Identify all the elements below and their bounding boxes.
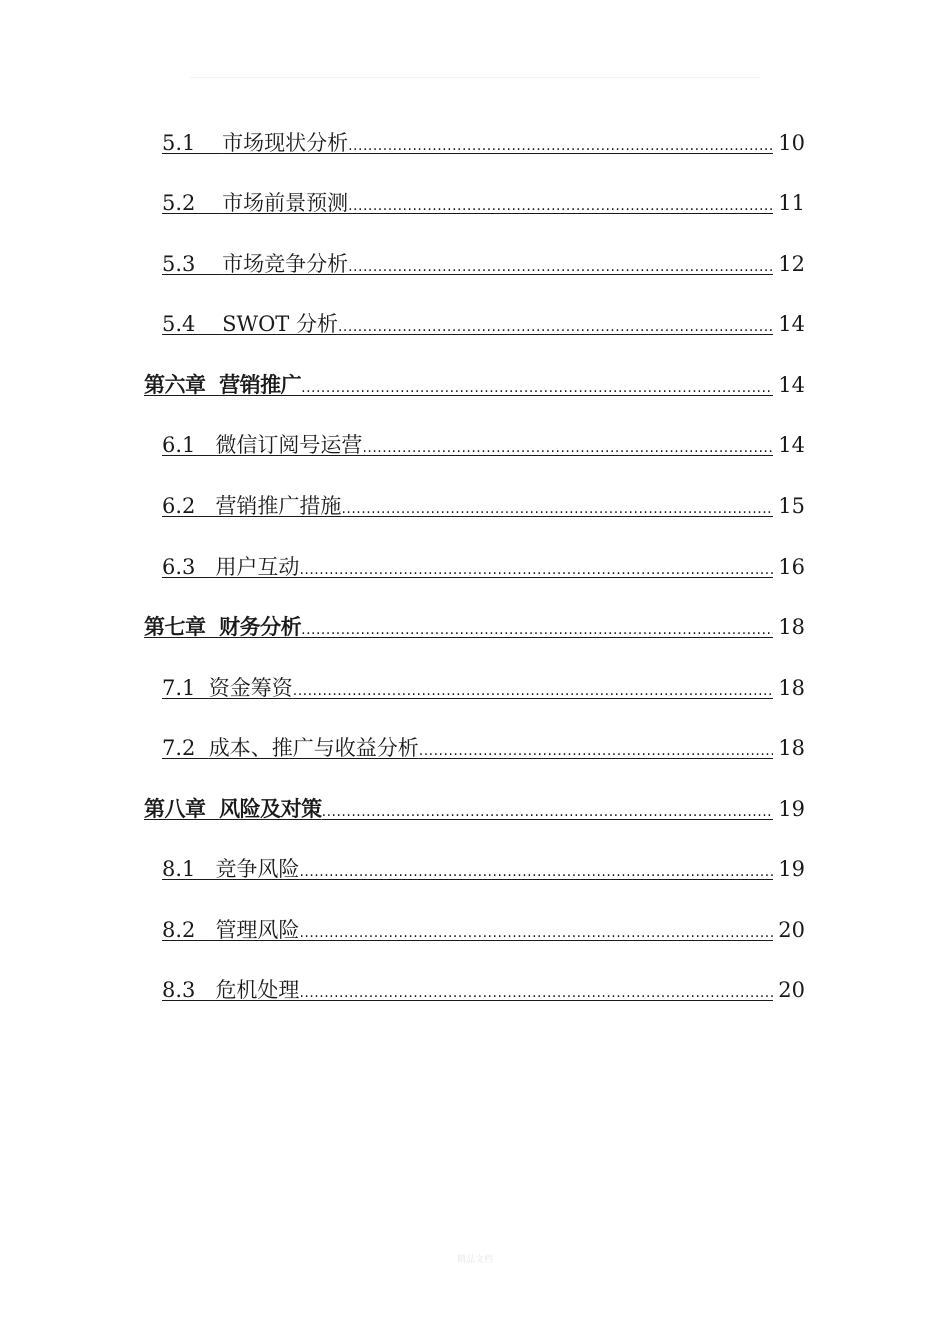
toc-section-number: 6.2 [162,494,216,518]
toc-entry-8-2[interactable] [162,912,805,944]
toc-section-title: 管理风险 [215,918,300,942]
toc-link[interactable] [162,855,773,883]
toc-section-title: 竞争风险 [215,857,300,881]
toc-chapter-title: 财务分析 [219,615,302,639]
toc-dot-leader [348,135,773,157]
toc-entry-5-1[interactable] [162,125,805,157]
toc-dot-leader [419,740,773,762]
toc-section-title: SWOT 分析 [222,312,338,336]
toc-section-number: 5.3 [162,252,223,276]
toc-chapter-number: 第六章 [144,373,220,397]
toc-dot-leader [299,982,773,1004]
toc-page-number: 20 [778,978,805,1002]
toc-entry-7-2[interactable] [162,730,805,762]
toc-link[interactable] [162,553,773,581]
toc-dot-leader [362,437,773,459]
toc-entry-6-1[interactable] [162,427,805,459]
toc-dot-leader [341,498,773,520]
toc-section-number: 8.1 [162,857,216,881]
toc-entry-8-3[interactable] [162,972,805,1004]
toc-page-number: 20 [778,918,805,942]
toc-link[interactable] [162,734,773,762]
toc-section-title: 市场现状分析 [222,131,349,155]
toc-dot-leader [301,377,773,399]
toc-link[interactable] [162,250,773,278]
toc-page-number: 15 [778,494,805,518]
toc-link[interactable] [162,492,773,520]
toc-link[interactable] [162,976,773,1004]
toc-page-number: 19 [778,857,805,881]
toc-section-number: 8.2 [162,918,216,942]
toc-section-title: 营销推广措施 [215,494,342,518]
toc-section-title: 危机处理 [215,978,300,1002]
toc-dot-leader [322,801,773,823]
toc-page-number: 18 [778,676,805,700]
toc-section-number: 6.3 [162,555,216,579]
toc-section-number: 7.2 [162,736,209,760]
toc-chapter-number: 第七章 [144,615,220,639]
toc-page-number: 14 [778,312,805,336]
toc-page-number: 19 [778,797,805,821]
toc-entry-5-3[interactable] [162,246,805,278]
toc-entry-5-4[interactable] [162,306,805,338]
toc-dot-leader [299,559,773,581]
toc-section-number: 5.2 [162,191,223,215]
toc-dot-leader [299,922,773,944]
toc-entry-6-3[interactable] [162,549,805,581]
toc-entry-5-2[interactable] [162,185,805,217]
toc-chapter-number: 第八章 [144,797,220,821]
toc-dot-leader [299,861,773,883]
toc-dot-leader [293,680,773,702]
toc-link[interactable] [144,613,773,641]
toc-dot-leader [348,195,773,217]
toc-dot-leader [301,619,773,641]
toc-link[interactable] [162,189,773,217]
toc-section-title: 用户互动 [215,555,300,579]
toc-dot-leader [348,256,773,278]
toc-page-number: 18 [778,615,805,639]
toc-entry-chapter-7[interactable] [144,609,805,641]
toc-section-number: 5.4 [162,312,223,336]
toc-section-title: 市场竞争分析 [222,252,349,276]
toc-dot-leader [338,316,773,338]
toc-chapter-title: 营销推广 [219,373,302,397]
footer-watermark: 精品文档 [456,1255,493,1265]
toc-page-number: 16 [778,555,805,579]
toc-entry-6-2[interactable] [162,488,805,520]
toc-section-title: 资金筹资 [208,676,293,700]
toc-entry-7-1[interactable] [162,670,805,702]
toc-link[interactable] [162,310,773,338]
toc-page-number: 14 [778,433,805,457]
toc-link[interactable] [144,371,773,399]
toc-page-number: 14 [778,373,805,397]
toc-link[interactable] [162,431,773,459]
toc-section-title: 微信订阅号运营 [215,433,363,457]
toc-section-title: 成本、推广与收益分析 [208,736,419,760]
toc-link[interactable] [162,129,773,157]
toc-entry-chapter-6[interactable] [144,367,805,399]
toc-link[interactable] [162,674,773,702]
toc-entry-chapter-8[interactable] [144,791,805,823]
toc-page-number: 11 [778,191,805,215]
toc-section-number: 7.1 [162,676,209,700]
toc-chapter-title: 风险及对策 [219,797,322,821]
toc-page-number: 12 [778,252,805,276]
toc-section-number: 8.3 [162,978,216,1002]
toc-page-number: 18 [778,736,805,760]
toc-section-title: 市场前景预测 [222,191,349,215]
toc-page-number: 10 [778,131,805,155]
toc-section-number: 5.1 [162,131,223,155]
toc-link[interactable] [144,795,773,823]
toc-section-number: 6.1 [162,433,216,457]
toc-entry-8-1[interactable] [162,851,805,883]
toc-link[interactable] [162,916,773,944]
